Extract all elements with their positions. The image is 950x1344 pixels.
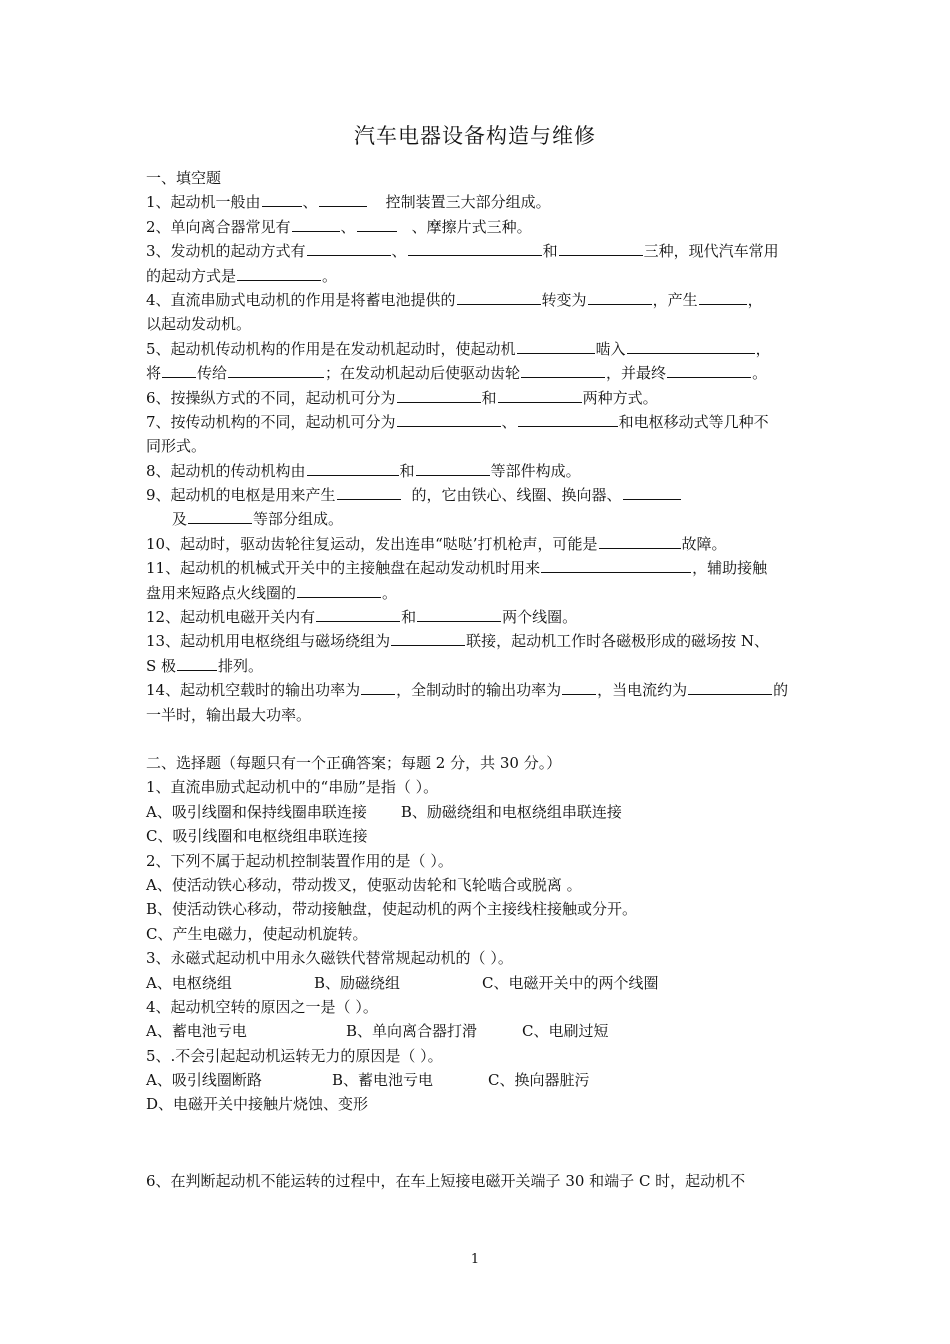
question-1-3-cont: 的起动方式是 。	[146, 266, 338, 285]
option-c[interactable]: C、电磁开关中的两个线圈	[482, 973, 659, 992]
answer-blank[interactable]	[699, 289, 747, 305]
question-1-5: 5、起动机传动机构的作用是在发动机起动时，使起动机 啮入 ，	[146, 339, 771, 358]
question-1-7: 7、按传动机构的不同，起动机可分为 、 和电枢移动式等几种不	[146, 412, 769, 431]
question-1-9-cont: 及 等部分组成。	[172, 510, 344, 529]
option-a[interactable]: A、使活动铁心移动，带动拨叉，使驱动齿轮和飞轮啮合或脱离 。	[146, 875, 582, 894]
answer-blank[interactable]	[319, 191, 367, 207]
answer-blank[interactable]	[457, 289, 541, 305]
page-number: 1	[470, 1252, 480, 1267]
question-1-4-cont: 以起动发动机。	[146, 315, 252, 334]
answer-blank[interactable]	[337, 484, 401, 500]
option-c[interactable]: C、换向器脏污	[488, 1071, 590, 1090]
question-1-6: 6、按操纵方式的不同，起动机可分为 和 两种方式。	[146, 388, 658, 407]
answer-blank[interactable]	[408, 240, 542, 256]
answer-blank[interactable]	[498, 387, 582, 403]
answer-blank[interactable]	[667, 362, 751, 378]
question-2-1: 1、直流串励式起动机中的“串励”是指（ ）。	[146, 778, 439, 797]
answer-blank[interactable]	[416, 460, 490, 476]
question-1-9: 9、起动机的电枢是用来产生 的，它由铁心、线圈、换向器、	[146, 483, 811, 507]
option-b[interactable]: B、蓄电池亏电	[332, 1071, 434, 1090]
answer-blank[interactable]	[518, 411, 618, 427]
answer-blank[interactable]	[307, 460, 399, 476]
option-d[interactable]: D、电磁开关中接触片烧蚀、变形	[146, 1095, 369, 1114]
answer-blank[interactable]	[228, 362, 324, 378]
answer-blank[interactable]	[541, 557, 691, 573]
option-b[interactable]: B、使活动铁心移动，带动接触盘，使起动机的两个主接线柱接触或分开。	[146, 900, 638, 919]
question-1-11: 11、起动机的机械式开关中的主接触盘在起动发动机时用来 ，辅助接触	[146, 559, 768, 578]
answer-blank[interactable]	[417, 606, 501, 622]
question-1-14-cont: 一半时，输出最大功率。	[146, 705, 312, 724]
answer-blank[interactable]	[588, 289, 652, 305]
question-1-8: 8、起动机的传动机构由 和 等部件构成。	[146, 461, 581, 480]
answer-blank[interactable]	[521, 362, 605, 378]
answer-blank[interactable]	[361, 679, 395, 695]
question-1-4: 4、直流串励式电动机的作用是将蓄电池提供的 转变为 ，产生 ，	[146, 290, 763, 309]
answer-blank[interactable]	[397, 387, 481, 403]
answer-blank[interactable]	[391, 630, 465, 646]
answer-blank[interactable]	[562, 679, 596, 695]
option-b[interactable]: B、励磁绕组和电枢绕组串联连接	[400, 802, 622, 821]
answer-blank[interactable]	[297, 582, 381, 598]
section2-heading: 二、选择题（每题只有一个正确答案；每题 2 分，共 30 分。）	[146, 753, 562, 772]
option-c[interactable]: C、吸引线圈和电枢绕组串联连接	[146, 827, 368, 846]
answer-blank[interactable]	[627, 338, 755, 354]
question-2-6: 6、在判断起动机不能运转的过程中，在车上短接电磁开关端子 30 和端子 C 时，起动机不	[146, 1171, 746, 1190]
section1-heading: 一、填空题	[146, 169, 222, 187]
question-2-2: 2、下列不属于起动机控制装置作用的是（ ）。	[146, 851, 453, 870]
question-1-10: 10、起动时，驱动齿轮往复运动，发出连串“哒哒’打机枪声，可能是 故障。	[146, 534, 727, 553]
option-c[interactable]: C、电刷过短	[522, 1022, 609, 1041]
question-2-5-options	[146, 1068, 811, 1092]
question-1-12: 12、起动机电磁开关内有 和 两个线圈。	[146, 608, 578, 627]
question-1-13-cont: S 极 排列。	[146, 656, 264, 675]
answer-blank[interactable]	[599, 533, 681, 549]
question-2-3-options	[146, 971, 811, 995]
answer-blank[interactable]	[188, 508, 252, 524]
answer-blank[interactable]	[292, 216, 340, 232]
question-1-5-cont: 将 传给 ；在发动机起动后使驱动齿轮 ，并最终 。	[146, 364, 768, 383]
question-1-13: 13、起动机用电枢绕组与磁场绕组为 联接，起动机工作时各磁极形成的磁场按 N、	[146, 632, 769, 651]
option-a[interactable]: A、吸引线圈和保持线圈串联连接	[146, 802, 367, 821]
answer-blank[interactable]	[559, 240, 643, 256]
question-2-4: 4、起动机空转的原因之一是（ ）。	[146, 997, 378, 1016]
document-title: 汽车电器设备构造与维修	[354, 124, 596, 148]
answer-blank[interactable]	[397, 411, 501, 427]
option-a[interactable]: A、吸引线圈断路	[146, 1071, 262, 1090]
question-2-3: 3、永磁式起动机中用永久磁铁代替常规起动机的（ ）。	[146, 949, 513, 968]
question-1-3: 3、发动机的起动方式有 、 和 三种，现代汽车常用	[146, 242, 779, 261]
document-body	[146, 166, 811, 1193]
question-2-1-options	[146, 800, 811, 824]
option-b[interactable]: B、励磁绕组	[314, 973, 401, 992]
question-2-5: 5、.不会引起起动机运转无力的原因是（ ）。	[146, 1046, 443, 1065]
answer-blank[interactable]	[517, 338, 595, 354]
question-1-14: 14、起动机空载时的输出功率为 ，全制动时的输出功率为 ，当电流约为 的	[146, 681, 789, 700]
question-1-1: 1、起动机一般由 、 控制装置三大部分组成。	[146, 193, 551, 212]
answer-blank[interactable]	[316, 606, 400, 622]
question-1-2: 2、单向离合器常见有 、 、摩擦片式三种。	[146, 217, 532, 236]
answer-blank[interactable]	[623, 484, 681, 500]
answer-blank[interactable]	[688, 679, 772, 695]
option-a[interactable]: A、电枢绕组	[146, 973, 232, 992]
option-b[interactable]: B、单向离合器打滑	[346, 1022, 478, 1041]
answer-blank[interactable]	[262, 191, 302, 207]
option-a[interactable]: A、蓄电池亏电	[146, 1022, 247, 1041]
answer-blank[interactable]	[162, 362, 196, 378]
answer-blank[interactable]	[237, 265, 321, 281]
question-2-4-options	[146, 1019, 811, 1043]
question-1-11-cont: 盘用来短路点火线圈的 。	[146, 583, 398, 602]
question-1-7-cont: 同形式。	[146, 437, 207, 456]
answer-blank[interactable]	[307, 240, 391, 256]
answer-blank[interactable]	[357, 216, 397, 232]
option-c[interactable]: C、产生电磁力，使起动机旋转。	[146, 924, 368, 943]
answer-blank[interactable]	[177, 655, 217, 671]
